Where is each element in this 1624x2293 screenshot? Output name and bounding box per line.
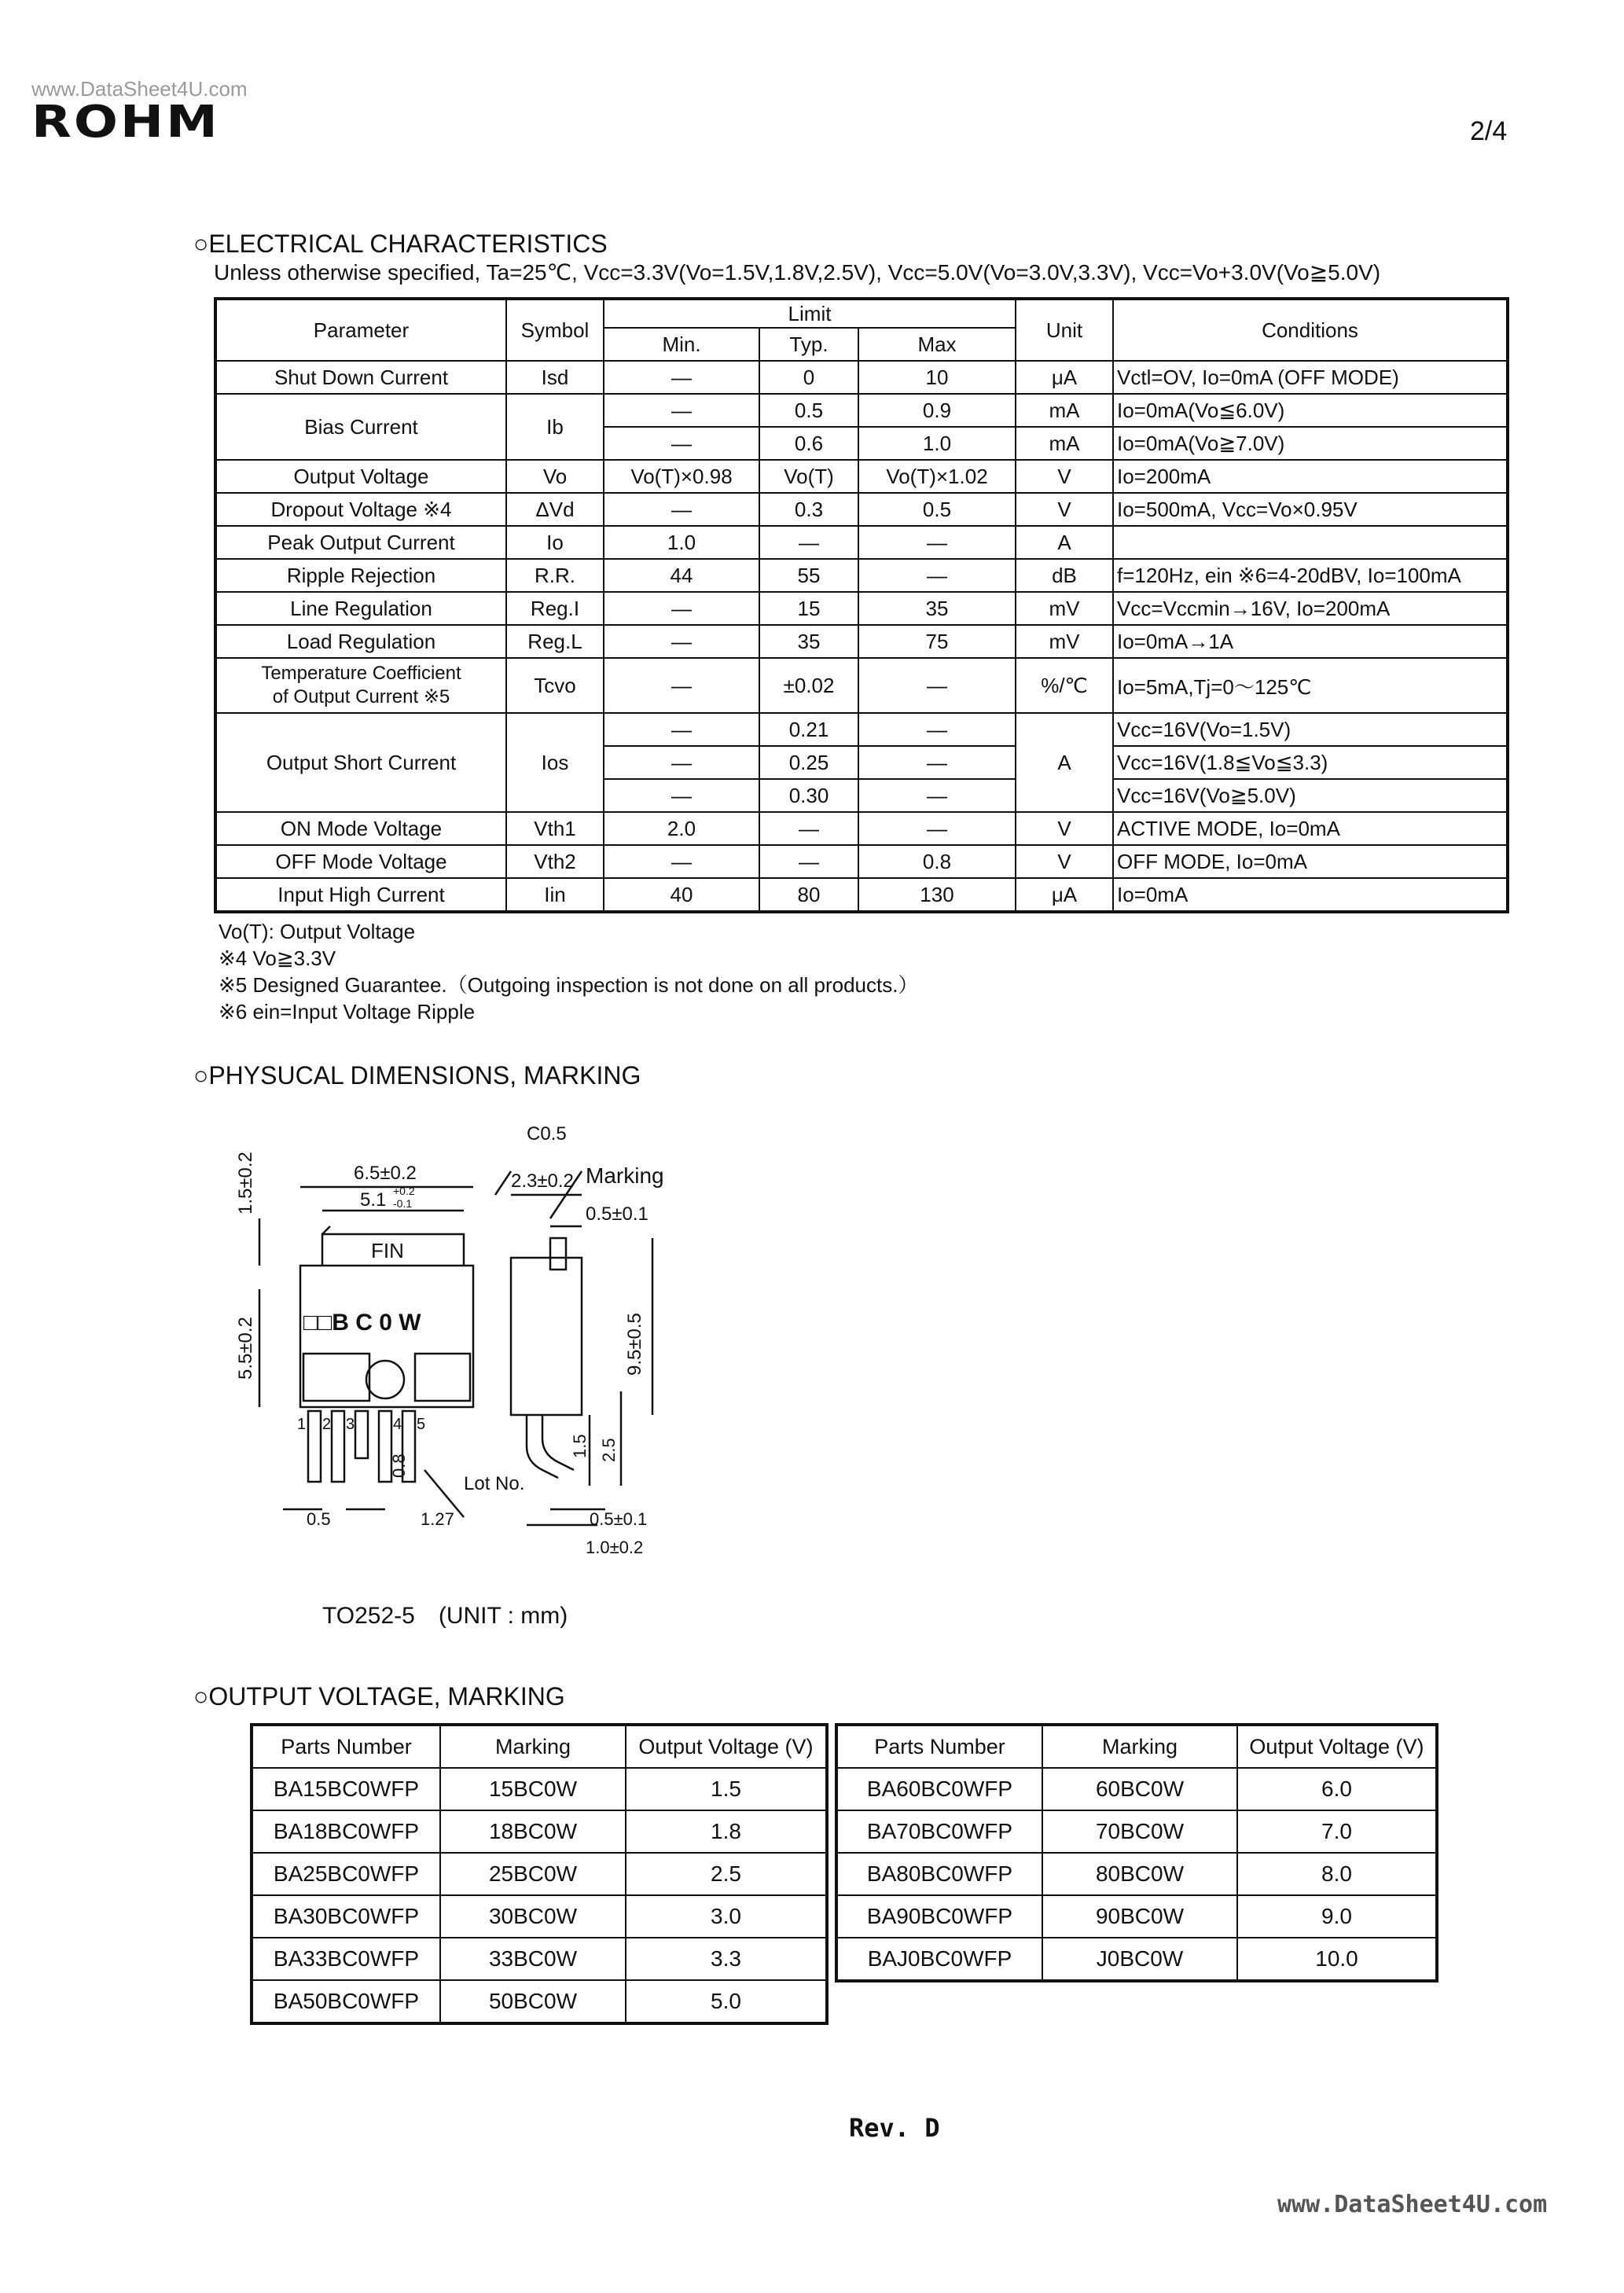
header-unit: Unit (1016, 299, 1113, 361)
cell-param: Output Short Current (215, 713, 506, 812)
cell-typ: Vo(T) (759, 460, 858, 493)
cell-min: — (604, 713, 759, 746)
header-conditions: Conditions (1113, 299, 1508, 361)
table-row (836, 1853, 1437, 1895)
rohm-logo: ROHM (31, 96, 220, 148)
table-row (252, 1853, 827, 1895)
label-p127: 1.27 (421, 1509, 454, 1529)
cell-param: Load Regulation (215, 625, 506, 658)
cell-marking: 15BC0W (440, 1768, 626, 1810)
cell-min: — (604, 361, 759, 394)
cell-min: 44 (604, 559, 759, 592)
header-parts-number: Parts Number (252, 1725, 440, 1768)
header-parameter: Parameter (215, 299, 506, 361)
table-row (215, 812, 1508, 845)
header-typ: Typ. (759, 328, 858, 361)
revision-label: Rev. D (849, 2113, 940, 2143)
label-w51-tol-dn: -0.1 (393, 1197, 413, 1210)
cell-param: ON Mode Voltage (215, 812, 506, 845)
circle-bullet-icon: ○ (193, 1682, 209, 1711)
label-marking: Marking (586, 1163, 664, 1188)
cell-param: Ripple Rejection (215, 559, 506, 592)
cell-marking: 50BC0W (440, 1980, 626, 2023)
table-row (252, 1768, 827, 1810)
cell-max: — (858, 779, 1016, 812)
label-t05: 0.5±0.1 (586, 1203, 648, 1225)
cell-param: Dropout Voltage ※4 (215, 493, 506, 526)
cell-voltage: 9.0 (1237, 1895, 1437, 1938)
label-pin2: 2 (322, 1416, 332, 1433)
cell-min: Vo(T)×0.98 (604, 460, 759, 493)
cell-typ: 0.3 (759, 493, 858, 526)
label-w65: 6.5±0.2 (354, 1163, 417, 1184)
section-title-output-voltage: ○OUTPUT VOLTAGE, MARKING (193, 1682, 565, 1711)
header-marking: Marking (1042, 1725, 1237, 1768)
package-body (300, 1266, 473, 1407)
table-row (836, 1768, 1437, 1810)
label-b05: 0.5±0.1 (590, 1509, 648, 1529)
cell-symbol: Iin (506, 878, 604, 912)
cell-symbol: Ios (506, 713, 604, 812)
header-output-voltage: Output Voltage (V) (1237, 1725, 1437, 1768)
output-voltage-table-left (250, 1723, 829, 2025)
cell-min: — (604, 779, 759, 812)
cell-cond: Vctl=OV, Io=0mA (OFF MODE) (1113, 361, 1508, 394)
package-drawing (228, 1108, 715, 1580)
cell-max: — (858, 746, 1016, 779)
header-max: Max (858, 328, 1016, 361)
cell-max: — (858, 526, 1016, 559)
cell-cond: Io=0mA(Vo≧7.0V) (1113, 427, 1508, 460)
cell-typ: — (759, 812, 858, 845)
table-row (215, 526, 1508, 559)
cell-max: — (858, 812, 1016, 845)
table-row (836, 1938, 1437, 1981)
cell-max: 75 (858, 625, 1016, 658)
header-output-voltage: Output Voltage (V) (626, 1725, 827, 1768)
cell-unit: V (1016, 845, 1113, 878)
cell-symbol: Reg.I (506, 592, 604, 625)
cell-symbol: Vo (506, 460, 604, 493)
cell-unit: mA (1016, 394, 1113, 427)
table-row (215, 493, 1508, 526)
cell-param: Peak Output Current (215, 526, 506, 559)
note-line: ※6 ein=Input Voltage Ripple (219, 1000, 476, 1023)
cell-min: — (604, 394, 759, 427)
cell-symbol: Vth1 (506, 812, 604, 845)
package-caption: TO252-5 (UNIT : mm) (322, 1603, 568, 1629)
cell-min: — (604, 845, 759, 878)
cell-part: BA50BC0WFP (252, 1980, 440, 2023)
cell-marking: 33BC0W (440, 1938, 626, 1980)
cell-param: Shut Down Current (215, 361, 506, 394)
cell-unit: V (1016, 812, 1113, 845)
cell-typ: 80 (759, 878, 858, 912)
note-line: Vo(T): Output Voltage (219, 920, 416, 943)
cell-typ: 0.21 (759, 713, 858, 746)
cell-symbol: Reg.L (506, 625, 604, 658)
circle-bullet-icon: ○ (193, 1061, 209, 1090)
note-line: ※5 Designed Guarantee.（Outgoing inspection is not done on all products.） (219, 973, 919, 997)
electrical-characteristics-table (214, 297, 1509, 913)
cell-cond: OFF MODE, Io=0mA (1113, 845, 1508, 878)
table-row (215, 460, 1508, 493)
cell-cond: ACTIVE MODE, Io=0mA (1113, 812, 1508, 845)
circle-bullet-icon: ○ (193, 230, 209, 258)
cell-min: — (604, 592, 759, 625)
table-row (215, 658, 1508, 713)
cell-cond: Io=0mA(Vo≦6.0V) (1113, 394, 1508, 427)
cell-cond: Vcc=16V(1.8≦Vo≦3.3) (1113, 746, 1508, 779)
cell-marking: 90BC0W (1042, 1895, 1237, 1938)
cell-cond: Io=5mA,Tj=0～125℃ (1113, 658, 1508, 713)
watermark-top: www.DataSheet4U.com (31, 77, 248, 101)
cell-voltage: 3.0 (626, 1895, 827, 1938)
cell-max: 130 (858, 878, 1016, 912)
table-row (252, 1938, 827, 1980)
cell-typ: 35 (759, 625, 858, 658)
cell-min: — (604, 493, 759, 526)
cell-min: — (604, 746, 759, 779)
cell-part: BA70BC0WFP (836, 1810, 1042, 1853)
watermark-bottom: www.DataSheet4U.com (1277, 2191, 1548, 2218)
label-lotno: Lot No. (464, 1473, 525, 1494)
cell-part: BAJ0BC0WFP (836, 1938, 1042, 1981)
cell-voltage: 7.0 (1237, 1810, 1437, 1853)
cell-unit: %/℃ (1016, 658, 1113, 713)
table-row (215, 625, 1508, 658)
cell-typ: 0.6 (759, 427, 858, 460)
cell-marking: 80BC0W (1042, 1853, 1237, 1895)
cell-symbol: Vth2 (506, 845, 604, 878)
cell-symbol: R.R. (506, 559, 604, 592)
label-pin3: 3 (346, 1416, 355, 1433)
label-d08: 0.8 (389, 1453, 409, 1478)
cell-typ: 0.30 (759, 779, 858, 812)
label-pin5: 5 (417, 1416, 426, 1433)
cell-min: 1.0 (604, 526, 759, 559)
cell-max: 0.9 (858, 394, 1016, 427)
label-w51-tol-up: +0.2 (393, 1185, 415, 1197)
table-row (215, 878, 1508, 912)
cell-min: 40 (604, 878, 759, 912)
cell-cond: f=120Hz, ein ※6=4-20dBV, Io=100mA (1113, 559, 1508, 592)
label-fin: FIN (371, 1239, 404, 1262)
cell-voltage: 5.0 (626, 1980, 827, 2023)
cell-typ: ±0.02 (759, 658, 858, 713)
cell-part: BA30BC0WFP (252, 1895, 440, 1938)
cell-voltage: 10.0 (1237, 1938, 1437, 1981)
table-row (252, 1895, 827, 1938)
cell-unit: dB (1016, 559, 1113, 592)
table-row (836, 1895, 1437, 1938)
output-voltage-table-right (835, 1723, 1438, 1982)
table-row (215, 713, 1508, 746)
label-b10: 1.0±0.2 (586, 1538, 644, 1557)
cell-part: BA90BC0WFP (836, 1895, 1042, 1938)
cell-part: BA60BC0WFP (836, 1768, 1042, 1810)
table-row (252, 1980, 827, 2023)
cell-min: — (604, 625, 759, 658)
cell-marking: 60BC0W (1042, 1768, 1237, 1810)
cell-voltage: 3.3 (626, 1938, 827, 1980)
label-p05: 0.5 (307, 1509, 331, 1529)
cell-unit: mV (1016, 592, 1113, 625)
cell-cond: Io=0mA (1113, 878, 1508, 912)
cell-typ: 0.25 (759, 746, 858, 779)
cell-unit: A (1016, 713, 1113, 812)
cell-max: Vo(T)×1.02 (858, 460, 1016, 493)
cell-marking: J0BC0W (1042, 1938, 1237, 1981)
cell-typ: 0 (759, 361, 858, 394)
table-row (215, 845, 1508, 878)
cell-symbol: ΔVd (506, 493, 604, 526)
label-mark-text: □□B C 0 W (303, 1310, 421, 1336)
header-min: Min. (604, 328, 759, 361)
label-w51: 5.1 (360, 1189, 387, 1211)
cell-max: 0.8 (858, 845, 1016, 878)
note-line: ※4 Vo≧3.3V (219, 946, 336, 970)
cell-max: 1.0 (858, 427, 1016, 460)
section-title-dimensions: ○PHYSUCAL DIMENSIONS, MARKING (193, 1061, 641, 1090)
cell-part: BA33BC0WFP (252, 1938, 440, 1980)
cell-cond: Vcc=Vccmin→16V, Io=200mA (1113, 592, 1508, 625)
cell-param (215, 658, 506, 713)
label-h95: 9.5±0.5 (624, 1313, 645, 1376)
label-w23: 2.3±0.2 (511, 1170, 574, 1192)
cell-max: 10 (858, 361, 1016, 394)
cell-part: BA15BC0WFP (252, 1768, 440, 1810)
cell-max: — (858, 658, 1016, 713)
cell-unit: V (1016, 493, 1113, 526)
cell-max: 35 (858, 592, 1016, 625)
table-row (836, 1810, 1437, 1853)
cell-voltage: 1.8 (626, 1810, 827, 1853)
table-row (215, 394, 1508, 427)
cell-cond: Io=500mA, Vcc=Vo×0.95V (1113, 493, 1508, 526)
cell-unit: A (1016, 526, 1113, 559)
cell-cond (1113, 526, 1508, 559)
cell-symbol: Tcvo (506, 658, 604, 713)
cell-voltage: 1.5 (626, 1768, 827, 1810)
cell-param: Bias Current (215, 394, 506, 460)
cell-param: Line Regulation (215, 592, 506, 625)
cell-symbol: Io (506, 526, 604, 559)
table-row (215, 361, 1508, 394)
table-row (252, 1810, 827, 1853)
header-symbol: Symbol (506, 299, 604, 361)
cell-min: — (604, 658, 759, 713)
cell-voltage: 2.5 (626, 1853, 827, 1895)
cell-cond: Vcc=16V(Vo≧5.0V) (1113, 779, 1508, 812)
section-title-electrical: ○ELECTRICAL CHARACTERISTICS (193, 230, 608, 258)
header-limit: Limit (604, 299, 1016, 328)
cell-min: 2.0 (604, 812, 759, 845)
cell-typ: 55 (759, 559, 858, 592)
param-line-2: of Output Current ※5 (272, 686, 450, 707)
cell-symbol: Isd (506, 361, 604, 394)
cell-unit: μA (1016, 878, 1113, 912)
cell-unit: mA (1016, 427, 1113, 460)
cell-typ: — (759, 526, 858, 559)
cell-max: 0.5 (858, 493, 1016, 526)
cell-typ: — (759, 845, 858, 878)
label-d25: 2.5 (599, 1438, 619, 1462)
cell-marking: 30BC0W (440, 1895, 626, 1938)
cell-unit: V (1016, 460, 1113, 493)
cell-marking: 18BC0W (440, 1810, 626, 1853)
cell-voltage: 6.0 (1237, 1768, 1437, 1810)
cell-part: BA18BC0WFP (252, 1810, 440, 1853)
cell-max: — (858, 713, 1016, 746)
cell-cond: Io=200mA (1113, 460, 1508, 493)
param-line-1: Temperature Coefficient (261, 663, 461, 684)
label-h55: 5.5±0.2 (235, 1317, 256, 1380)
cell-cond: Io=0mA→1A (1113, 625, 1508, 658)
label-h15: 1.5±0.2 (235, 1152, 256, 1214)
cell-typ: 0.5 (759, 394, 858, 427)
header-parts-number: Parts Number (836, 1725, 1042, 1768)
cell-param: OFF Mode Voltage (215, 845, 506, 878)
cell-typ: 15 (759, 592, 858, 625)
cell-unit: mV (1016, 625, 1113, 658)
cell-unit: μA (1016, 361, 1113, 394)
cell-param: Input High Current (215, 878, 506, 912)
header-marking: Marking (440, 1725, 626, 1768)
cell-max: — (858, 559, 1016, 592)
table-row (215, 592, 1508, 625)
cell-symbol: Ib (506, 394, 604, 460)
label-c05: C0.5 (527, 1123, 567, 1145)
notes (219, 918, 918, 1025)
cell-param: Output Voltage (215, 460, 506, 493)
cell-marking: 25BC0W (440, 1853, 626, 1895)
cell-voltage: 8.0 (1237, 1853, 1437, 1895)
label-pin4: 4 (393, 1416, 402, 1433)
table-row (215, 559, 1508, 592)
label-d15: 1.5 (570, 1434, 590, 1458)
electrical-subtitle: Unless otherwise specified, Ta=25℃, Vcc=3.3V(Vo=1.5V,1.8V,2.5V), Vcc=5.0V(Vo=3.0V,3.3V), Vcc=Vo+3.0V(Vo≧5.0V) (214, 260, 1381, 285)
cell-marking: 70BC0W (1042, 1810, 1237, 1853)
lot-circle (366, 1361, 404, 1398)
cell-min: — (604, 427, 759, 460)
label-pin1: 1 (297, 1416, 307, 1433)
cell-part: BA80BC0WFP (836, 1853, 1042, 1895)
cell-cond: Vcc=16V(Vo=1.5V) (1113, 713, 1508, 746)
page-number: 2/4 (1470, 116, 1508, 146)
cell-part: BA25BC0WFP (252, 1853, 440, 1895)
